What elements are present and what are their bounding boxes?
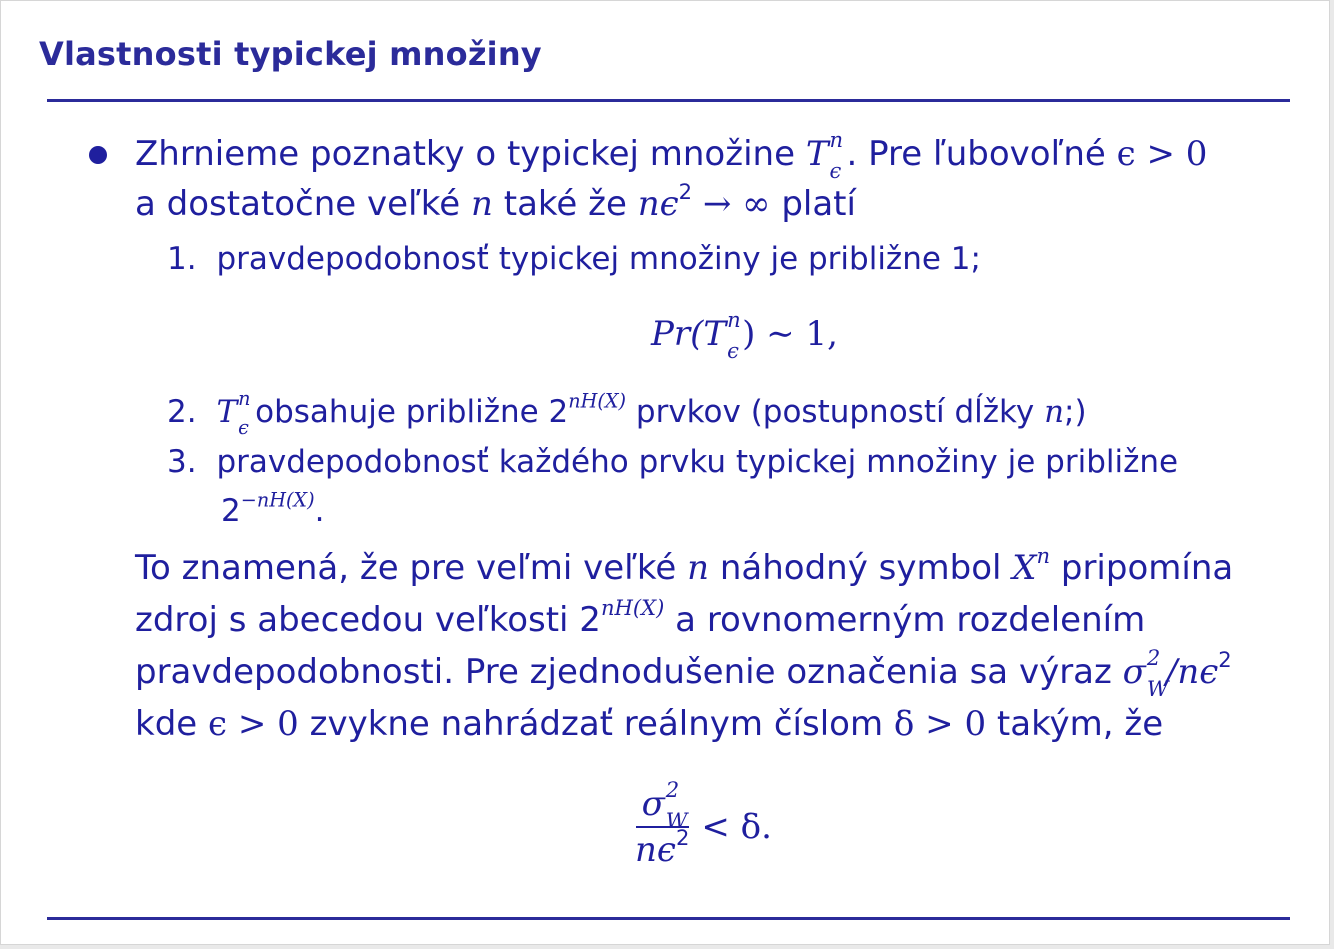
fraction-numerator: σ 2 W xyxy=(636,784,689,828)
item3-exponent: −nH(X) xyxy=(240,488,315,512)
para1-text-a: Zhrnieme poznatky o typickej množine xyxy=(135,134,795,174)
n-eps: nϵ xyxy=(637,184,679,224)
fraction xyxy=(635,776,690,870)
item2-text-c: ;) xyxy=(1064,394,1087,430)
para2-text-i: takým, že xyxy=(996,704,1164,744)
para2-text-e: a rovnomerným rozdelením xyxy=(675,600,1146,640)
sup-2: 2 xyxy=(678,179,693,205)
fraction-relation: < δ. xyxy=(701,807,772,847)
para2-text-d: zdroj s abecedou veľkosti 2 xyxy=(135,600,601,640)
typical-set-symbol: T n ϵ xyxy=(805,126,844,184)
bullet-icon xyxy=(89,146,107,164)
para2-line4 xyxy=(135,704,1163,744)
slash-n-eps: /nϵ xyxy=(1165,652,1219,692)
para2-text-a: To znamená, že pre veľmi veľké xyxy=(135,548,677,588)
arrow-infinity: → ∞ xyxy=(702,184,771,224)
para1-text-c: a dostatočne veľké xyxy=(135,184,461,224)
eq1-typical-set: T n ϵ xyxy=(703,306,741,364)
delta-cond: δ > 0 xyxy=(893,704,987,744)
item2-text-a: obsahuje približne 2 xyxy=(255,394,569,430)
footer-rule xyxy=(47,917,1290,920)
para1-line2 xyxy=(135,179,856,224)
list-item-1 xyxy=(167,241,981,277)
fraction-denominator: $n\epsilon^2$ xyxy=(635,825,690,870)
list-item-3-cont xyxy=(221,488,325,529)
sigma-w-squared: σ 2 W xyxy=(1122,644,1169,702)
item1-text: pravdepodobnosť typickej množiny je približne 1; xyxy=(216,241,981,277)
para2-line1 xyxy=(135,543,1234,588)
para1-line1 xyxy=(135,126,1208,184)
list-item-3 xyxy=(167,444,1178,480)
para2-eps-cond: ϵ > 0 xyxy=(208,704,299,744)
para1-text-d: také že xyxy=(503,184,627,224)
var-X: X xyxy=(1012,548,1037,588)
item3-number: 3. xyxy=(167,444,197,480)
eq1-rest: ∼ 1, xyxy=(766,314,838,354)
eq1-pr: Pr( xyxy=(651,314,704,354)
item3-text: pravdepodobnosť každého prvku typickej množiny je približne xyxy=(216,444,1179,480)
para2-sup-2: 2 xyxy=(1218,647,1232,673)
item2-var-n: n xyxy=(1044,394,1065,430)
item2-text-b: prvkov (postupností dĺžky xyxy=(635,394,1035,430)
para2-exponent: nH(X) xyxy=(600,595,665,621)
para2-text-h: zvykne nahrádzať reálnym číslom xyxy=(309,704,884,744)
slide-title: Vlastnosti typickej množiny xyxy=(39,35,542,73)
para2-text-b: náhodný symbol xyxy=(719,548,1002,588)
para2-text-c: pripomína xyxy=(1060,548,1234,588)
para2-line2 xyxy=(135,595,1146,640)
eq1-close: ) xyxy=(742,314,756,354)
para2-text-g: kde xyxy=(135,704,198,744)
para1-text-e: platí xyxy=(781,184,856,224)
para1-text-b: . Pre ľubovoľné xyxy=(846,134,1106,174)
item2-typical-set: T n ϵ xyxy=(216,387,251,439)
para2-line3 xyxy=(135,644,1232,702)
item3-end: . xyxy=(314,493,325,529)
var-n: n xyxy=(471,184,493,224)
equation-fraction xyxy=(635,776,772,870)
epsilon-condition: ϵ > 0 xyxy=(1116,134,1208,174)
item2-number: 2. xyxy=(167,394,197,430)
item2-exponent: nH(X) xyxy=(568,389,627,413)
item1-number: 1. xyxy=(167,241,197,277)
item3-base: 2 xyxy=(221,493,241,529)
title-rule xyxy=(47,99,1290,102)
X-exponent: n xyxy=(1036,543,1051,569)
list-item-2 xyxy=(167,387,1087,439)
equation-pr xyxy=(651,306,838,364)
para2-var-n: n xyxy=(687,548,710,588)
para2-text-f: pravdepodobnosti. Pre zjednodušenie označenia sa výraz xyxy=(135,652,1112,692)
